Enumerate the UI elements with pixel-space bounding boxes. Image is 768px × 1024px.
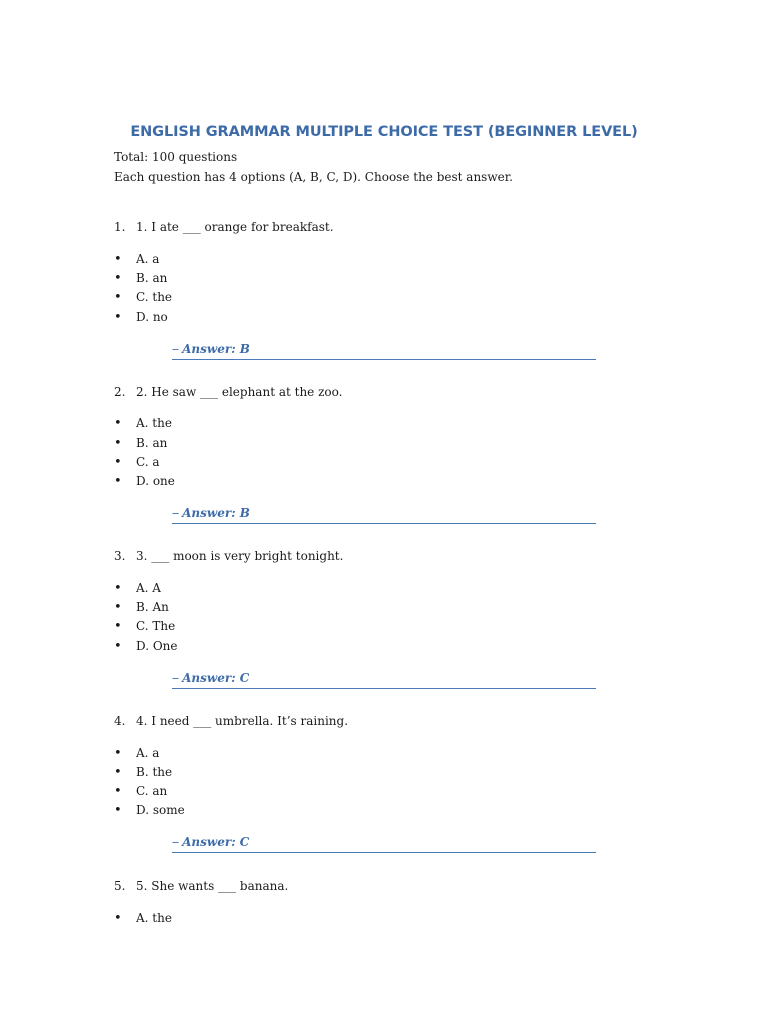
answer-line [172, 506, 596, 524]
bullet-icon: • [114, 290, 122, 305]
question-text: 4. I need ___ umbrella. It’s raining. [136, 714, 349, 728]
option-label: A. a [136, 252, 160, 266]
bullet-icon: • [114, 803, 122, 818]
question-1 [114, 220, 334, 234]
question-text: 2. He saw ___ elephant at the zoo. [136, 385, 343, 399]
answer-text: Answer: C [182, 671, 250, 685]
bullet-icon: • [114, 455, 122, 470]
option-item [114, 765, 172, 784]
answer-prefix: -- [172, 506, 179, 520]
option-item [114, 600, 169, 619]
bullet-icon: • [114, 639, 122, 654]
answer-text: Answer: B [182, 342, 250, 356]
bullet-icon: • [114, 600, 122, 615]
option-item [114, 436, 167, 455]
bullet-icon: • [114, 911, 122, 926]
answer-prefix: -- [172, 835, 179, 849]
question-text: 3. ___ moon is very bright tonight. [136, 549, 344, 563]
bullet-icon: • [114, 619, 122, 634]
option-item [114, 581, 161, 600]
option-label: B. the [136, 765, 173, 779]
option-item [114, 746, 159, 765]
question-number: 1. [114, 220, 126, 234]
option-label: D. some [136, 803, 185, 817]
question-number: 3. [114, 549, 126, 563]
answer-line [172, 835, 596, 853]
option-label: C. an [136, 784, 168, 798]
option-label: B. an [136, 271, 168, 285]
bullet-icon: • [114, 310, 122, 325]
option-item [114, 310, 168, 329]
question-5 [114, 879, 288, 893]
option-label: C. a [136, 455, 160, 469]
document-title: ENGLISH GRAMMAR MULTIPLE CHOICE TEST (BEGINNER LEVEL) [130, 124, 638, 140]
bullet-icon: • [114, 784, 122, 799]
option-item [114, 911, 172, 930]
question-number: 5. [114, 879, 126, 893]
answer-line [172, 342, 596, 360]
option-item [114, 290, 172, 309]
question-number: 2. [114, 385, 126, 399]
option-label: C. The [136, 619, 176, 633]
bullet-icon: • [114, 436, 122, 451]
option-item [114, 416, 172, 435]
option-item [114, 271, 167, 290]
option-label: D. no [136, 310, 168, 324]
option-item [114, 803, 185, 822]
bullet-icon: • [114, 271, 122, 286]
option-label: B. An [136, 600, 169, 614]
option-item [114, 252, 159, 271]
bullet-icon: • [114, 252, 122, 267]
answer-prefix: -- [172, 671, 179, 685]
option-label: A. A [136, 581, 161, 595]
option-item [114, 784, 167, 803]
bullet-icon: • [114, 416, 122, 431]
bullet-icon: • [114, 746, 122, 761]
bullet-icon: • [114, 474, 122, 489]
question-4 [114, 714, 348, 728]
total-questions-text: Total: 100 questions [114, 150, 238, 164]
question-3 [114, 549, 343, 563]
option-item [114, 619, 175, 638]
question-text: 5. She wants ___ banana. [136, 879, 289, 893]
option-label: A. the [136, 416, 172, 430]
option-item [114, 474, 175, 493]
question-2 [114, 385, 342, 399]
question-text: 1. I ate ___ orange for breakfast. [136, 220, 334, 234]
answer-text: Answer: B [182, 506, 250, 520]
bullet-icon: • [114, 581, 122, 596]
answer-line [172, 671, 596, 689]
option-label: A. the [136, 911, 172, 925]
option-item [114, 639, 178, 658]
option-label: A. a [136, 746, 160, 760]
answer-prefix: -- [172, 342, 179, 356]
option-label: C. the [136, 290, 173, 304]
answer-text: Answer: C [182, 835, 250, 849]
bullet-icon: • [114, 765, 122, 780]
option-label: B. an [136, 436, 168, 450]
question-number: 4. [114, 714, 126, 728]
option-item [114, 455, 160, 474]
instructions-text: Each question has 4 options (A, B, C, D). Choose the best answer. [114, 170, 513, 184]
option-label: D. One [136, 639, 178, 653]
option-label: D. one [136, 474, 175, 488]
